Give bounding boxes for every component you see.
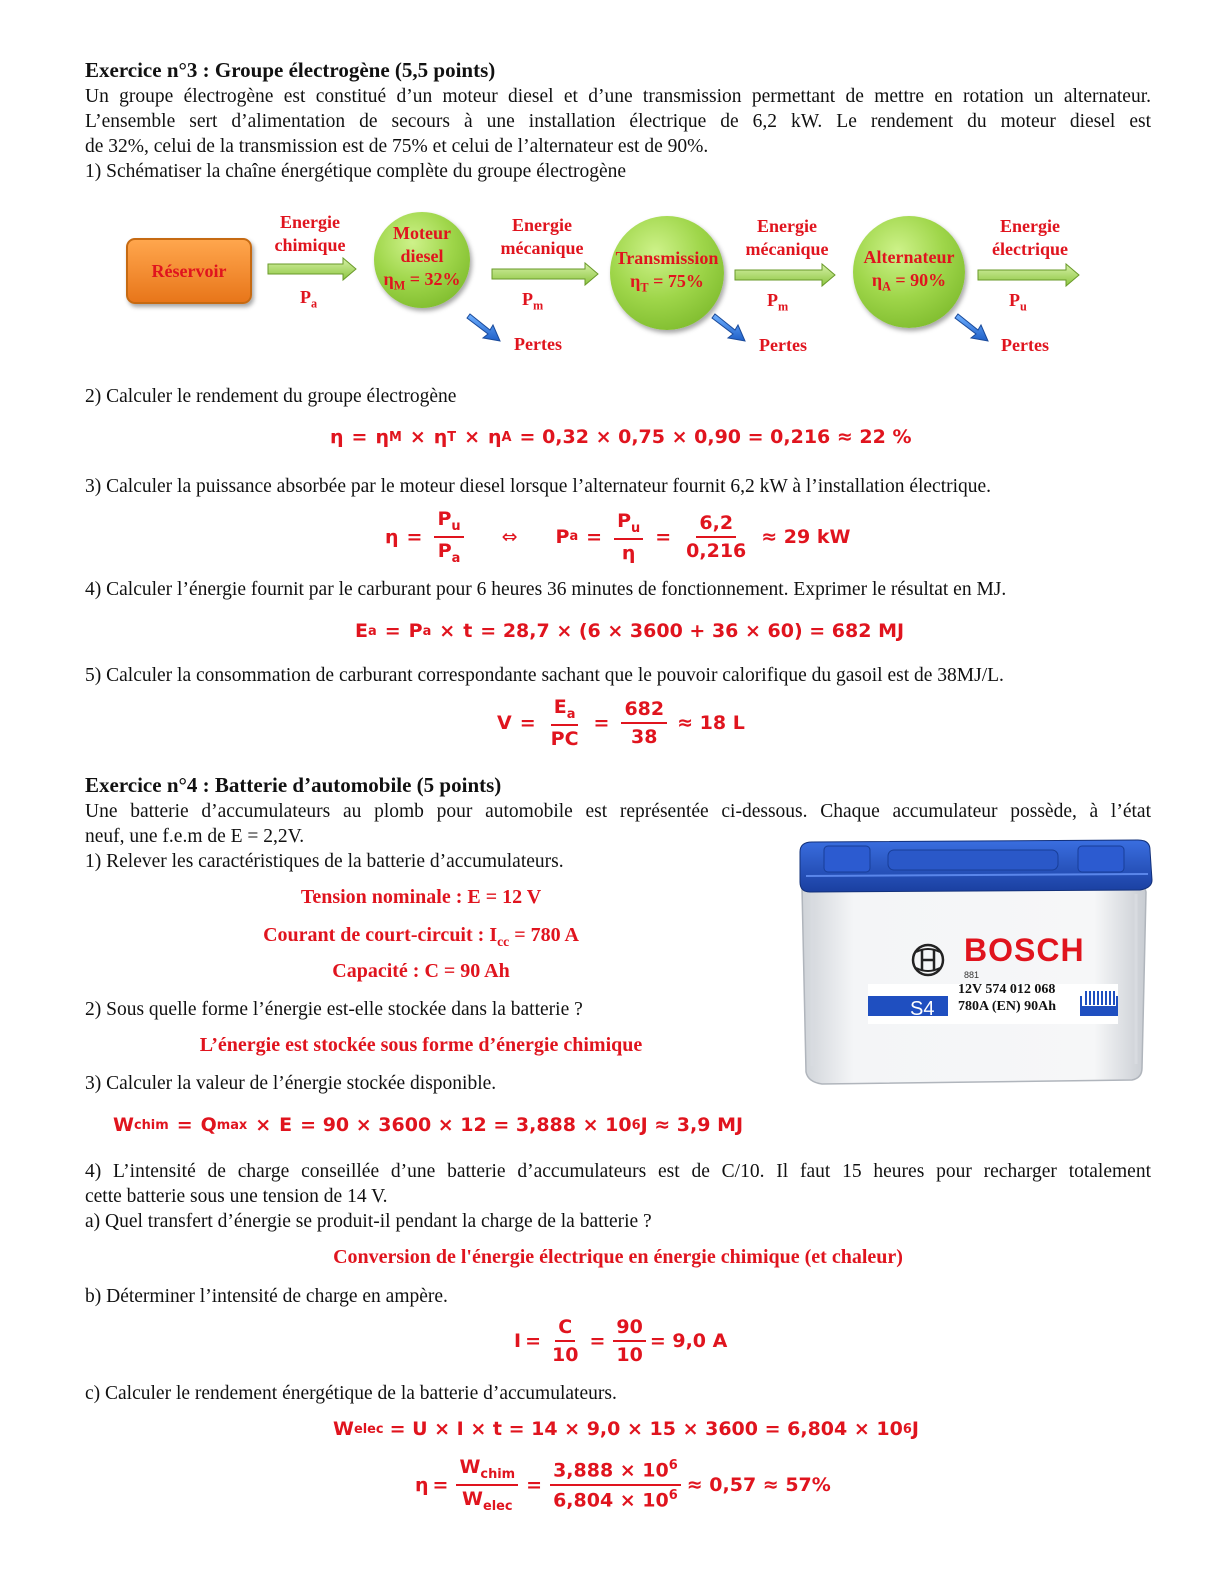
alternator-sphere: Alternateur $\eta_A = 90\%$ (853, 216, 965, 328)
barcode-icon (1082, 990, 1116, 1006)
ex4-question-4-line-2: cette batterie sous une tension de 14 V. (85, 1186, 388, 1207)
label-pm-1: $P_m$ (522, 289, 544, 313)
label-pa: $P_a$ (300, 287, 318, 311)
label-energy-chemical: Energie chimique (274, 212, 346, 255)
ex3-question-2: 2) Calculer le rendement du groupe électrogène (85, 386, 457, 407)
ex4-question-4c: c) Calculer le rendement énergétique de la batterie d’accumulateurs. (85, 1383, 617, 1404)
ex4-answer-1-current: Courant de court-circuit : $I_{cc} = 780$ A (263, 924, 579, 949)
exercise-3-title: Exercice n°3 : Groupe électrogène (5,5 points) (85, 58, 496, 82)
ex4-question-4-line-1: 4) L’intensité de charge conseillée d’une batterie d’accumulateurs est de C/10. Il faut 15 heures pour recharger totalement (85, 1161, 1151, 1182)
ex4-question-4a: a) Quel transfert d’énergie se produit-il pendant la charge de la batterie ? (85, 1211, 652, 1232)
battery-spec: 12V 574 012 068 780A (EN) 90Ah (958, 982, 1057, 1014)
exercise-4-title: Exercice n°4 : Batterie d’automobile (5 points) (85, 773, 502, 797)
label-energy-electrical: Energie électrique (992, 216, 1068, 259)
ex3-question-3: 3) Calculer la puissance absorbée par le moteur diesel lorsque l’alternateur fournit 6,2 kW à l’installation électrique. (85, 476, 992, 497)
reservoir-box: Réservoir (126, 238, 252, 304)
ex4-intro-line-2: neuf, une f.e.m de E = 2,2V. (85, 826, 305, 847)
ex4-question-3: 3) Calculer la valeur de l’énergie stockée disponible. (85, 1073, 497, 1094)
transmission-sphere: Transmission $\eta_T = 75\%$ (610, 216, 724, 330)
ex4-intro-line-1: Une batterie d’accumulateurs au plomb pour automobile est représentée ci-dessous. Chaque accumulateur possède, à l’état (85, 801, 1151, 822)
loss-arrow-2 (712, 314, 745, 341)
battery-model-code: 881 (964, 970, 980, 980)
label-energy-mechanical-1: Energie mécanique (500, 215, 584, 258)
ex3-question-1: 1) Schématiser la chaîne énergétique complète du groupe électrogène (85, 161, 627, 182)
ex4-question-4b: b) Déterminer l’intensité de charge en ampère. (85, 1286, 448, 1307)
label-losses-3: Pertes (1001, 335, 1049, 355)
ex4-question-2: 2) Sous quelle forme l’énergie est-elle stockée dans la batterie ? (85, 999, 583, 1020)
ex4-answer-1-voltage: Tension nominale : E = 12 V (300, 886, 542, 908)
ex3-intro-line-1: Un groupe électrogène est constitué d’un moteur diesel et d’une transmission permettant de mettre en rotation un alternateur. (85, 86, 1151, 107)
battery-image (798, 836, 1154, 1088)
label-pm-2: $P_m$ (767, 290, 789, 314)
label-pu: $P_u$ (1009, 290, 1027, 314)
arrow-electrical (978, 264, 1079, 286)
ex3-answer-5: V = $\frac{E_a}{PC}$ = $\frac{682}{38}$ ≈ 18 L (497, 696, 745, 750)
arrow-mechanical-2 (735, 264, 835, 286)
ex4-answer-4c-efficiency: η = $\frac{W_{chim}}{W_{elec}}$ = $\frac{3,888 \times 10^6}{6,804 \times 10^6}$ ≈ 0,57 ≈ 57% (415, 1456, 831, 1514)
loss-arrow-3 (955, 314, 988, 341)
ex4-answer-4a: Conversion de l'énergie électrique en énergie chimique (et chaleur) (333, 1246, 903, 1268)
loss-arrow-1 (467, 314, 500, 341)
label-losses-2: Pertes (759, 335, 807, 355)
ex3-intro-line-2: L’ensemble sert d’alimentation de secours à une installation électrique de 6,2 kW. Le rendement du moteur diesel est (85, 111, 1151, 132)
arrow-chemical (268, 258, 356, 280)
ex3-question-4: 4) Calculer l’énergie fournit par le carburant pour 6 heures 36 minutes de fonctionnement. Exprimer le résultat en MJ. (85, 579, 1007, 600)
ex4-question-1: 1) Relever les caractéristiques de la batterie d’accumulateurs. (85, 851, 564, 872)
ex4-answer-1-capacity: Capacité : C = 90 Ah (332, 960, 510, 982)
ex3-question-5: 5) Calculer la consommation de carburant correspondante sachant que le pouvoir calorifique du gasoil est de 38MJ/L. (85, 665, 1004, 686)
ex3-intro-line-3: de 32%, celui de la transmission est de 75% et celui de l’alternateur est de 90%. (85, 136, 709, 157)
label-losses-1: Pertes (514, 334, 562, 354)
ex4-answer-4c-energy: W elec = U × I × t = 14 × 9,0 × 15 × 3600 = 6,804 × 10 6 J (333, 1418, 919, 1440)
ex4-answer-4b: I = $\frac{C}{10}$ = $\frac{90}{10}$ = 9,0 A (514, 1316, 728, 1366)
ex3-answer-2: η = η M × η T × η A = 0,32 × 0,75 × 0,90 = 0,216 ≈ 22 % (330, 426, 912, 448)
ex4-answer-2: L’énergie est stockée sous forme d’énergie chimique (199, 1034, 643, 1056)
motor-diesel-sphere: Moteur diesel $\eta_M = 32\%$ (374, 212, 470, 308)
energy-chain-diagram (0, 200, 1224, 370)
arrow-mechanical-1 (492, 263, 598, 285)
ex4-answer-3: W chim = Q max × E = 90 × 3600 × 12 = 3,888 × 10 6 J ≈ 3,9 MJ (113, 1114, 744, 1136)
ex3-answer-3: η = $\frac{P_u}{P_a}$ ⇔ P a = $\frac{P_u}{\eta}$ = $\frac{6,2}{0,216}$ ≈ 29 kW (385, 508, 851, 566)
ex3-answer-4: E a = P a × t = 28,7 × (6 × 3600 + 36 × 60) = 682 MJ (355, 620, 905, 642)
battery-series: S4 (910, 998, 935, 1020)
label-energy-mechanical-2: Energie mécanique (745, 216, 829, 259)
battery-brand: BOSCH (964, 932, 1085, 968)
